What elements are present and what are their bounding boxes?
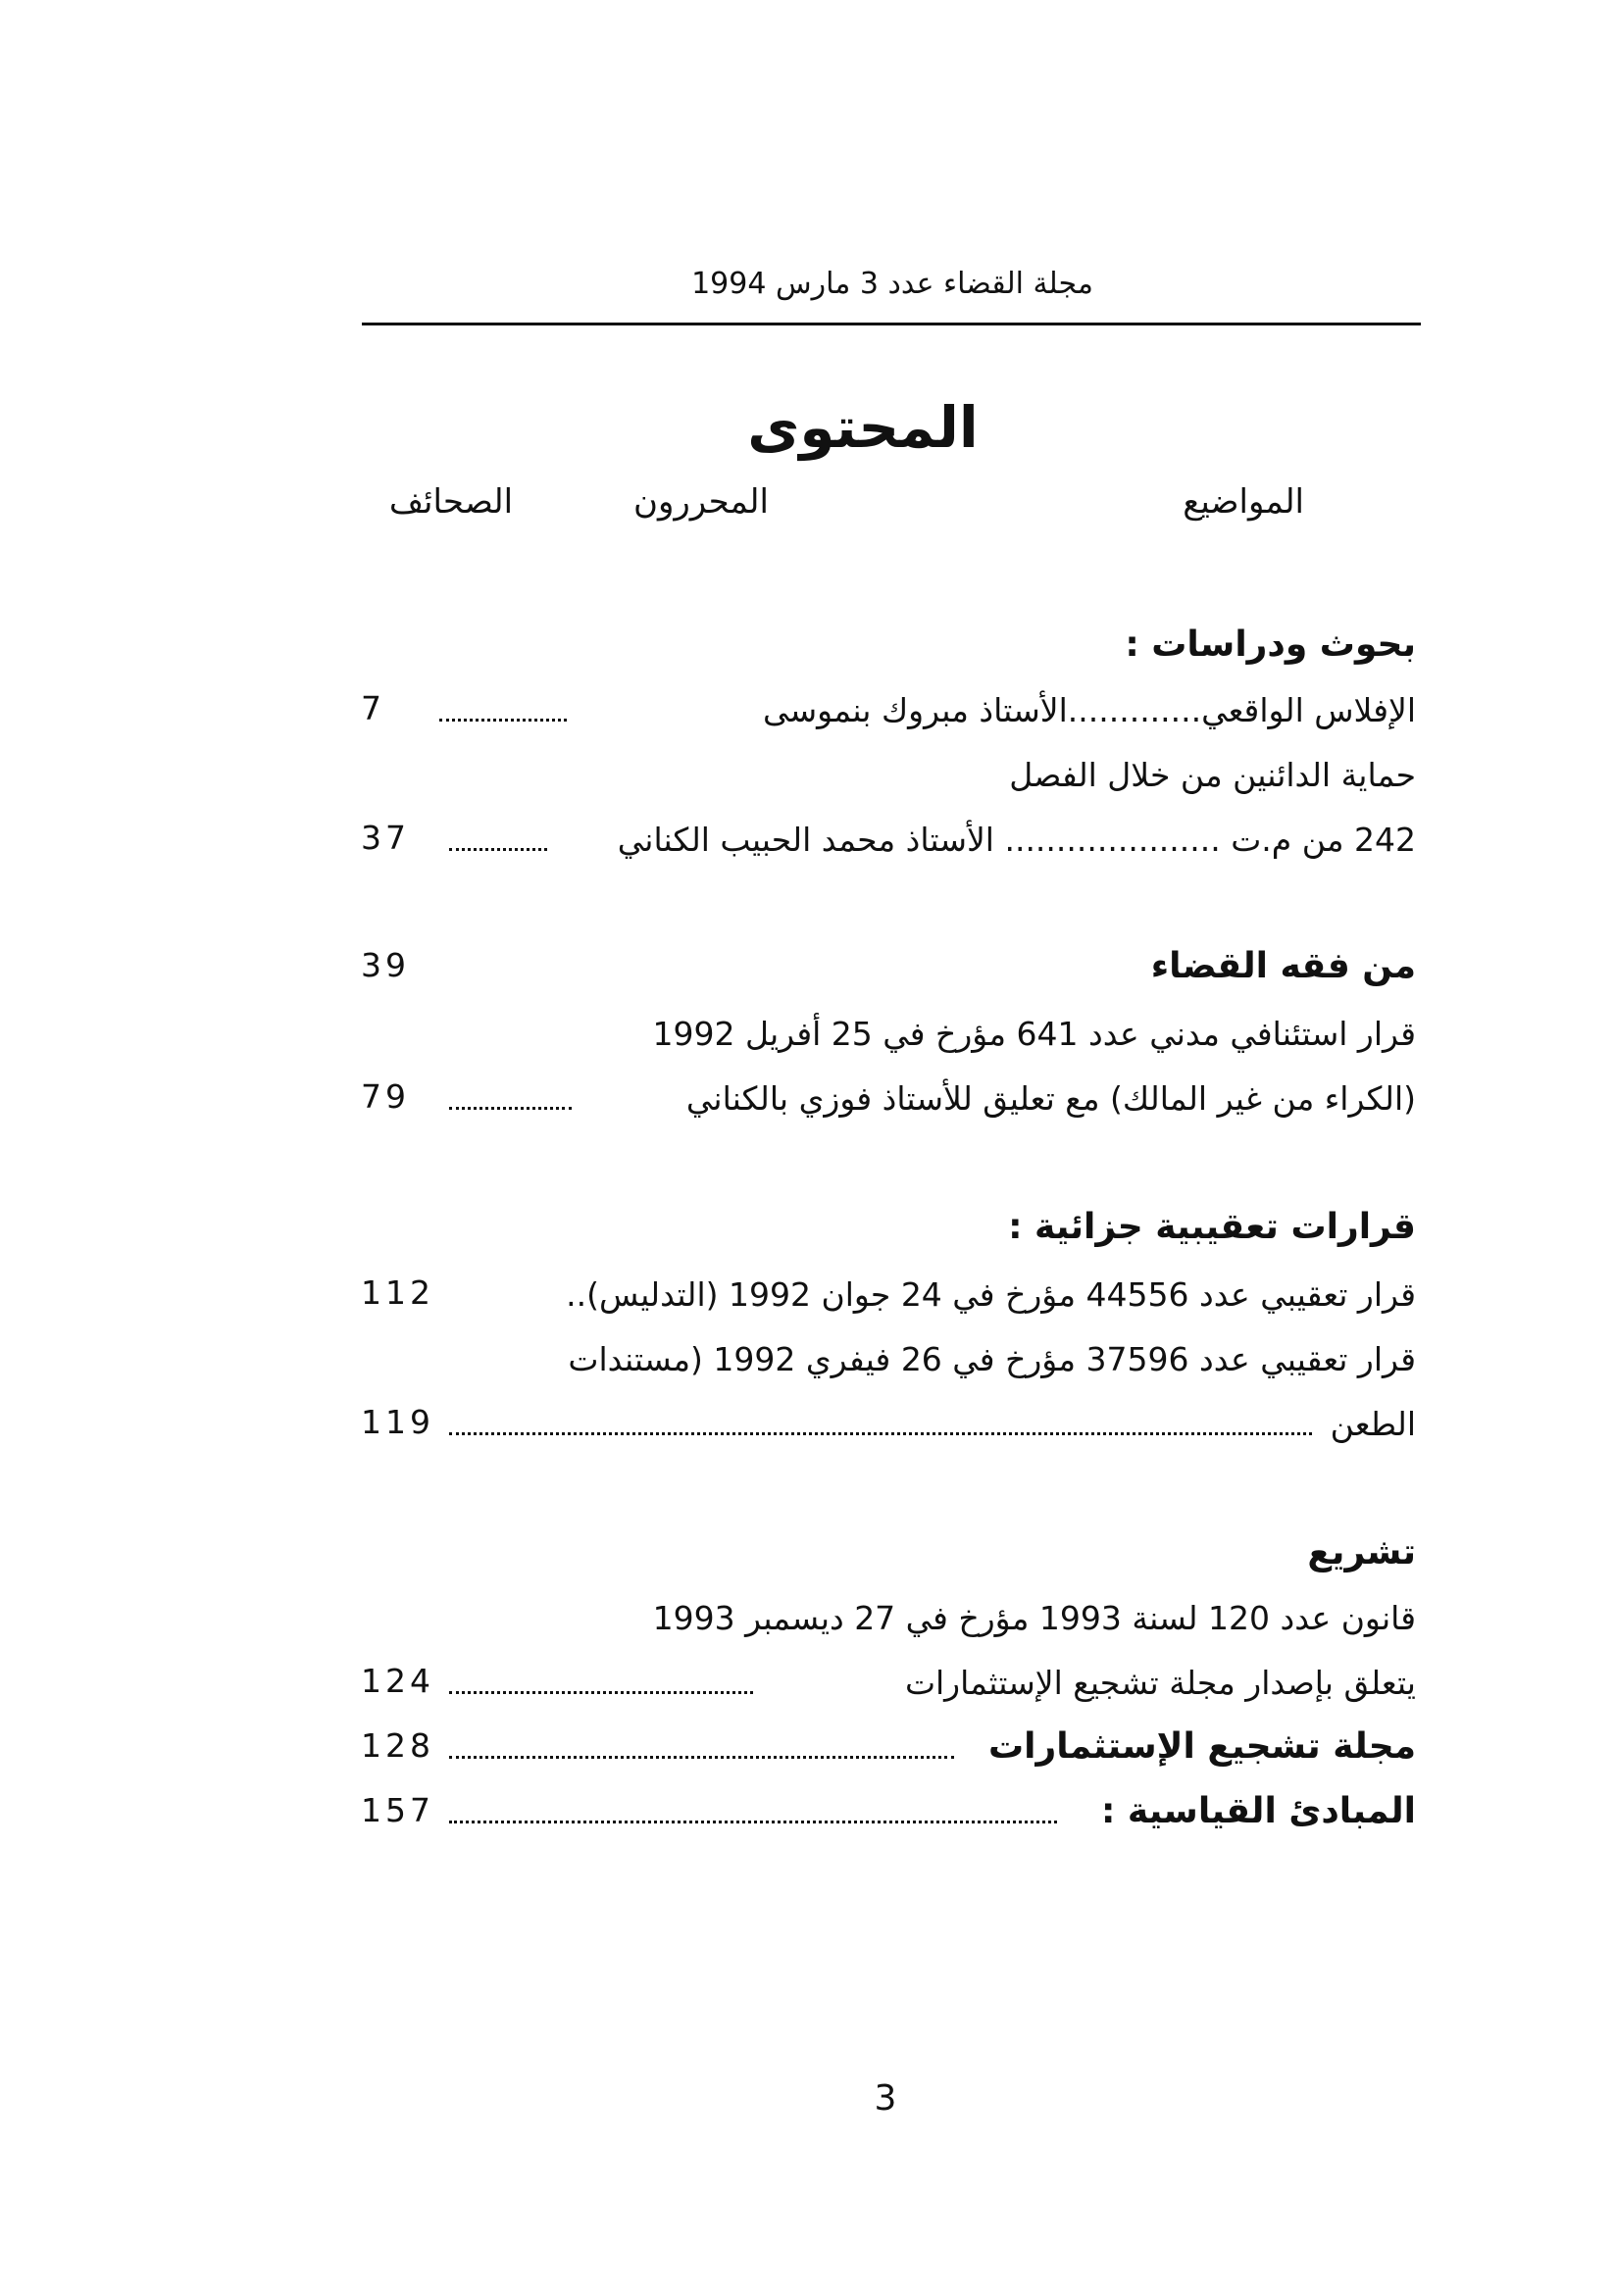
entry-line: قرار استئنافي مدني عدد 641 مؤرخ في 25 أفريل 1992 [652, 1015, 1416, 1053]
section-heading: قرارات تعقيبية جزائية : [1008, 1207, 1416, 1247]
toc-entry-line [361, 1584, 1416, 1643]
entry-line: الإفلاس الواقعي.............الأستاذ مبروك بنموسى [763, 691, 1416, 729]
entry-line: يتعلق بإصدار مجلة تشجيع الإستثمارات [904, 1664, 1416, 1702]
dot-leader [449, 848, 547, 851]
entry-line: قرار تعقيبي عدد 37596 مؤرخ في 26 فيفري 1992 (مستندات [568, 1340, 1416, 1378]
entry-page-number: 79 [361, 1077, 410, 1116]
toc-entry [361, 1649, 1416, 1708]
entry-page-number: 7 [361, 689, 385, 727]
entry-line: قانون عدد 120 لسنة 1993 مؤرخ في 27 ديسمبر 1993 [652, 1599, 1416, 1637]
section-heading: تشريع [1307, 1532, 1416, 1572]
entry-page-number: 128 [361, 1726, 434, 1765]
section-heading-row [361, 1520, 1416, 1578]
header-rule [362, 323, 1421, 325]
toc-entry [361, 1065, 1416, 1123]
dot-leader [439, 719, 567, 722]
toc-entry [361, 1714, 1416, 1772]
section-heading-row [361, 612, 1416, 671]
entry-line: مجلة تشجيع الإستثمارات [987, 1726, 1416, 1767]
section-heading: من فقه القضاء [1150, 946, 1416, 986]
entry-line: المبادئ القياسية : [1100, 1791, 1416, 1831]
dot-leader [449, 1821, 1057, 1823]
entry-line: قرار تعقيبي عدد 44556 مؤرخ في 24 جوان 1992 (التدليس).. [566, 1275, 1416, 1314]
entry-page-number: 112 [361, 1273, 434, 1312]
toc-entry [361, 1778, 1416, 1837]
entry-line: 242 من م.ت ..................... الأستاذ محمد الحبيب الكناني [617, 821, 1416, 859]
entry-page-number: 119 [361, 1403, 434, 1441]
column-heading-topics: المواضيع [1183, 482, 1304, 522]
dot-leader [449, 1691, 753, 1694]
toc-entry-line [361, 1000, 1416, 1059]
toc-entry [361, 1261, 1416, 1320]
dot-leader [449, 1432, 1312, 1435]
entry-page-number: 157 [361, 1791, 434, 1829]
toc-entry-line [361, 1325, 1416, 1384]
toc-entry [361, 806, 1416, 865]
contents-title: المحتوى [747, 394, 979, 461]
dot-leader [449, 1107, 572, 1110]
entry-line: حماية الدائنين من خلال الفصل [1009, 756, 1416, 794]
column-heading-pages: الصحائف [388, 482, 514, 522]
page-number: 3 [874, 2078, 897, 2119]
entry-page-number: 124 [361, 1662, 434, 1700]
toc-entry [361, 1390, 1416, 1449]
entry-line: الطعن [1330, 1405, 1416, 1443]
column-heading-editors: المحررون [633, 482, 769, 522]
section-heading-row [361, 1194, 1416, 1253]
section-page-number: 39 [361, 946, 410, 984]
entry-line: (الكراء من غير المالك) مع تعليق للأستاذ فوزي بالكناني [685, 1079, 1416, 1118]
section-heading: بحوث ودراسات : [1125, 624, 1416, 665]
toc-entry [361, 676, 1416, 735]
running-header: مجلة القضاء عدد 3 مارس 1994 [691, 267, 1093, 301]
section-heading-row [361, 933, 1416, 992]
toc-entry-line [361, 741, 1416, 800]
entry-page-number: 37 [361, 819, 410, 857]
dot-leader [449, 1756, 954, 1759]
